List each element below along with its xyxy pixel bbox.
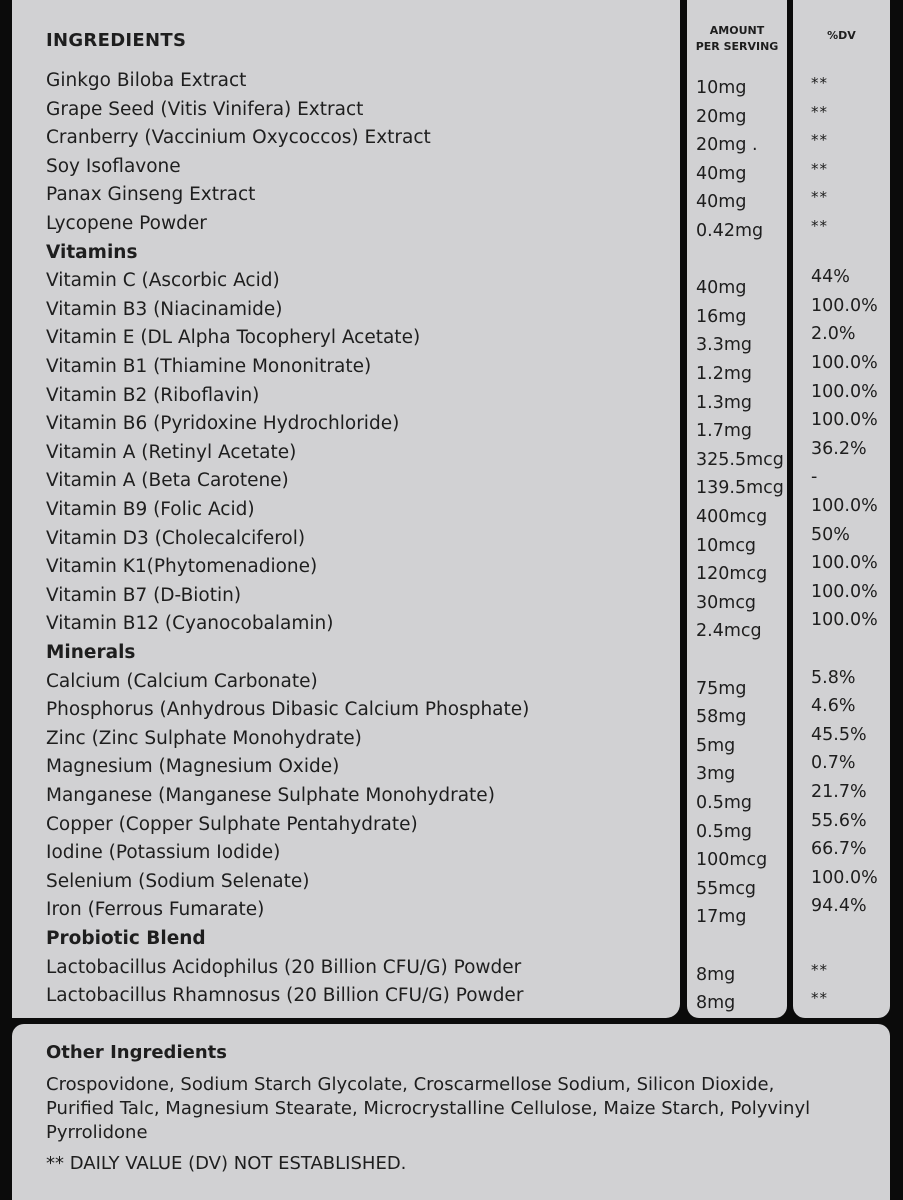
- ingredient-row: [0, 296, 903, 325]
- amount-value: 1.3mg: [696, 392, 752, 413]
- ingredient-row: [0, 267, 903, 299]
- ingredient-row: [0, 954, 903, 983]
- dv-header: %DV: [827, 29, 856, 42]
- ingredient-row: [0, 96, 903, 125]
- dv-value: 100.0%: [811, 867, 878, 888]
- ingredient-row: [0, 353, 903, 382]
- dv-value: 45.5%: [811, 724, 867, 745]
- ingredient-name: Vitamin B3 (Niacinamide): [46, 298, 283, 320]
- ingredient-row: [0, 410, 903, 442]
- ingredient-row: [0, 668, 903, 697]
- amount-value: 1.7mg: [696, 421, 752, 442]
- dv-value: 100.0%: [811, 581, 878, 602]
- dv-value: **: [811, 102, 828, 121]
- ingredient-name: Grape Seed (Vitis Vinifera) Extract: [46, 98, 364, 120]
- ingredient-row: [0, 782, 903, 811]
- amount-value: 20mg .: [696, 135, 758, 156]
- ingredient-row: [0, 439, 903, 468]
- ingredient-name: Vitamin E (DL Alpha Tocopheryl Acetate): [46, 327, 421, 349]
- ingredient-row: [0, 982, 903, 1014]
- dv-value: 36.2%: [811, 438, 867, 459]
- amount-value: 40mg: [696, 278, 747, 299]
- ingredient-row: [0, 153, 903, 182]
- other-ingredients-title: Other Ingredients: [46, 1042, 227, 1063]
- amount-header-line1: AMOUNT: [709, 24, 765, 37]
- section-header-row: [0, 239, 903, 268]
- ingredient-row: [0, 210, 903, 239]
- ingredient-row: [0, 811, 903, 840]
- ingredient-row: [0, 610, 903, 642]
- amount-value: 75mg: [696, 678, 747, 699]
- dv-value: 5.8%: [811, 667, 856, 688]
- ingredient-name: Vitamin A (Beta Carotene): [46, 470, 289, 492]
- section-title: Minerals: [46, 642, 136, 663]
- ingredient-name: Lycopene Powder: [46, 213, 207, 234]
- dv-value: 100.0%: [811, 353, 878, 373]
- amount-value: 5mg: [696, 735, 736, 756]
- amount-value: 8mg: [696, 964, 736, 985]
- ingredient-name: Vitamin K1(Phytomenadione): [46, 556, 318, 578]
- section-title: Vitamins: [46, 241, 138, 263]
- dv-value: 4.6%: [811, 696, 856, 717]
- ingredient-row: [0, 868, 903, 897]
- amount-value: 16mg: [696, 306, 747, 327]
- ingredient-row: [0, 725, 903, 754]
- ingredient-name: Soy Isoflavone: [46, 155, 181, 177]
- dv-value: **: [811, 74, 828, 92]
- other-ingredients-text: Crospovidone, Sodium Starch Glycolate, Croscarmellose Sodium, Silicon Dioxide, Purified Talc, Magnesium Stearate, Microcrystalline Cellulose, Maize Starch, Polyvinyl Pyrrolidone: [46, 1074, 811, 1143]
- amount-header-line2: PER SERVING: [695, 40, 779, 53]
- dv-value: 50%: [811, 524, 850, 545]
- ingredient-name: Selenium (Sodium Selenate): [46, 870, 310, 892]
- section-header-row: [0, 925, 903, 954]
- ingredient-name: Zinc (Zinc Sulphate Monohydrate): [46, 727, 362, 749]
- ingredient-row: [0, 525, 903, 554]
- amount-value: 55mcg: [696, 878, 757, 899]
- amount-value: 0.5mg: [696, 793, 752, 813]
- dv-value: **: [811, 960, 828, 979]
- ingredient-name: Lactobacillus Rhamnosus (20 Billion CFU/G) Powder: [46, 985, 524, 1007]
- ingredient-name: Iodine (Potassium Iodide): [46, 842, 281, 864]
- dv-value: **: [811, 159, 828, 178]
- dv-value: **: [811, 989, 828, 1008]
- amount-value: 17mg: [696, 907, 747, 928]
- ingredient-row: [0, 324, 903, 356]
- dv-value: **: [811, 217, 828, 235]
- ingredient-name: Vitamin A (Retinyl Acetate): [46, 441, 297, 463]
- dv-value: 100.0%: [811, 496, 878, 516]
- ingredient-row: [0, 553, 903, 585]
- amount-value: 1.2mg: [696, 364, 752, 384]
- ingredient-row: [0, 467, 903, 499]
- ingredient-name: Lactobacillus Acidophilus (20 Billion CFU/G) Powder: [46, 956, 522, 978]
- amount-value: 139.5mcg: [696, 478, 784, 499]
- ingredient-name: Cranberry (Vaccinium Oxycoccos) Extract: [46, 127, 431, 149]
- dv-value: 94.4%: [811, 896, 867, 917]
- dv-value: **: [811, 188, 828, 207]
- dv-value: 100.0%: [811, 610, 878, 631]
- dv-value: 21.7%: [811, 782, 867, 802]
- amount-value: 100mcg: [696, 850, 768, 871]
- dv-value: 0.7%: [811, 753, 856, 774]
- dv-value: -: [811, 467, 818, 488]
- ingredient-name: Panax Ginseng Extract: [46, 184, 256, 206]
- ingredient-row: [0, 696, 903, 728]
- ingredient-row: [0, 896, 903, 928]
- amount-value: 3mg: [696, 764, 736, 785]
- amount-value: 30mcg: [696, 592, 757, 613]
- ingredient-row: [0, 496, 903, 525]
- ingredient-name: Manganese (Manganese Sulphate Monohydrate): [46, 785, 495, 806]
- amount-header: [687, 23, 787, 55]
- amount-value: 0.42mg: [696, 221, 764, 241]
- amount-value: 2.4mcg: [696, 621, 762, 642]
- ingredient-name: Vitamin B1 (Thiamine Mononitrate): [46, 356, 372, 377]
- amount-value: 40mg: [696, 163, 747, 184]
- amount-value: 3.3mg: [696, 335, 752, 356]
- amount-value: 120mcg: [696, 564, 768, 585]
- amount-value: 325.5mcg: [696, 449, 784, 470]
- ingredient-row: [0, 181, 903, 213]
- amount-value: 20mg: [696, 106, 747, 127]
- dv-footnote: ** DAILY VALUE (DV) NOT ESTABLISHED.: [46, 1153, 407, 1174]
- dv-value: 66.7%: [811, 839, 867, 860]
- amount-value: 8mg: [696, 993, 736, 1014]
- ingredient-row: [0, 753, 903, 785]
- dv-value: **: [811, 131, 828, 150]
- ingredient-name: Vitamin C (Ascorbic Acid): [46, 270, 280, 292]
- dv-value: 100.0%: [811, 381, 878, 402]
- ingredient-row: [0, 382, 903, 411]
- amount-value: 58mg: [696, 707, 747, 728]
- amount-value: 40mg: [696, 192, 747, 213]
- ingredient-name: Iron (Ferrous Fumarate): [46, 899, 265, 921]
- ingredient-name: Copper (Copper Sulphate Pentahydrate): [46, 813, 418, 835]
- ingredient-name: Vitamin B9 (Folic Acid): [46, 499, 255, 520]
- ingredient-name: Vitamin B6 (Pyridoxine Hydrochloride): [46, 413, 400, 435]
- ingredient-name: Vitamin D3 (Cholecalciferol): [46, 527, 306, 549]
- amount-value: 0.5mg: [696, 821, 752, 842]
- amount-value: 10mg: [696, 78, 747, 98]
- ingredient-name: Ginkgo Biloba Extract: [46, 70, 247, 91]
- ingredient-name: Calcium (Calcium Carbonate): [46, 670, 318, 692]
- amount-value: 10mcg: [696, 535, 757, 556]
- dv-value: 2.0%: [811, 324, 856, 345]
- ingredients-header: INGREDIENTS: [46, 30, 187, 51]
- section-title: Probiotic Blend: [46, 928, 206, 949]
- ingredient-row: [0, 582, 903, 611]
- ingredient-name: Phosphorus (Anhydrous Dibasic Calcium Phosphate): [46, 699, 530, 721]
- ingredient-row: [0, 124, 903, 156]
- ingredient-row: [0, 839, 903, 871]
- ingredient-row: [0, 67, 903, 96]
- ingredient-name: Vitamin B2 (Riboflavin): [46, 384, 260, 406]
- dv-value: 100.0%: [811, 295, 878, 316]
- ingredient-name: Vitamin B12 (Cyanocobalamin): [46, 613, 334, 635]
- dv-value: 44%: [811, 267, 850, 288]
- ingredient-name: Vitamin B7 (D-Biotin): [46, 584, 242, 606]
- dv-value: 55.6%: [811, 810, 867, 831]
- dv-value: 100.0%: [811, 410, 878, 431]
- dv-value: 100.0%: [811, 553, 878, 574]
- amount-value: 400mcg: [696, 507, 768, 527]
- ingredient-name: Magnesium (Magnesium Oxide): [46, 756, 340, 778]
- section-header-row: [0, 639, 903, 668]
